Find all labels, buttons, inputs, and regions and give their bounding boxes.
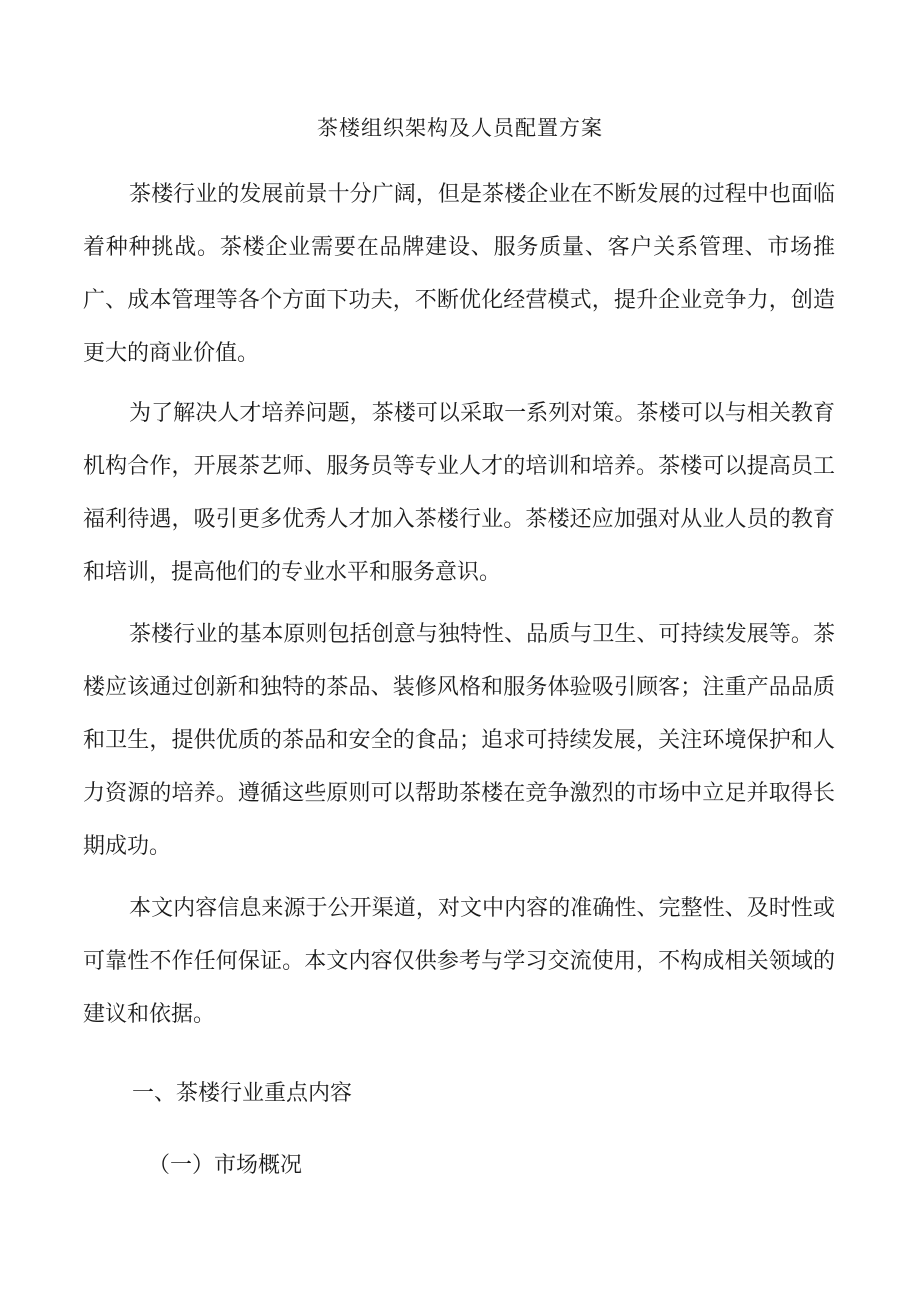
paragraph-intro: 茶楼行业的发展前景十分广阔，但是茶楼企业在不断发展的过程中也面临着种种挑战。茶楼企业需要在品牌建设、服务质量、客户关系管理、市场推广、成本管理等各个方面下功夫，不断优化经营模式，提升企业竞争力，创造更大的商业价值。	[83, 182, 835, 366]
paragraph-disclaimer: 本文内容信息来源于公开渠道，对文中内容的准确性、完整性、及时性或可靠性不作任何保证。本文内容仅供参考与学习交流使用，不构成相关领域的建议和依据。	[83, 896, 835, 1027]
document-title: 茶楼组织架构及人员配置方案	[317, 116, 603, 140]
section-heading: 一、茶楼行业重点内容	[132, 1081, 353, 1106]
subsection-heading: （一）市场概况	[148, 1153, 303, 1178]
paragraph-talent: 为了解决人才培养问题，茶楼可以采取一系列对策。茶楼可以与相关教育机构合作，开展茶艺师、服务员等专业人才的培训和培养。茶楼可以提高员工福利待遇，吸引更多优秀人才加入茶楼行业。茶楼还应加强对从业人员的教育和培训，提高他们的专业水平和服务意识。	[83, 401, 835, 585]
paragraph-principles: 茶楼行业的基本原则包括创意与独特性、品质与卫生、可持续发展等。茶楼应该通过创新和独特的茶品、装修风格和服务体验吸引顾客；注重产品品质和卫生，提供优质的茶品和安全的食品；追求可持续发展，关注环境保护和人力资源的培养。遵循这些原则可以帮助茶楼在竞争激烈的市场中立足并取得长期成功。	[83, 622, 835, 859]
